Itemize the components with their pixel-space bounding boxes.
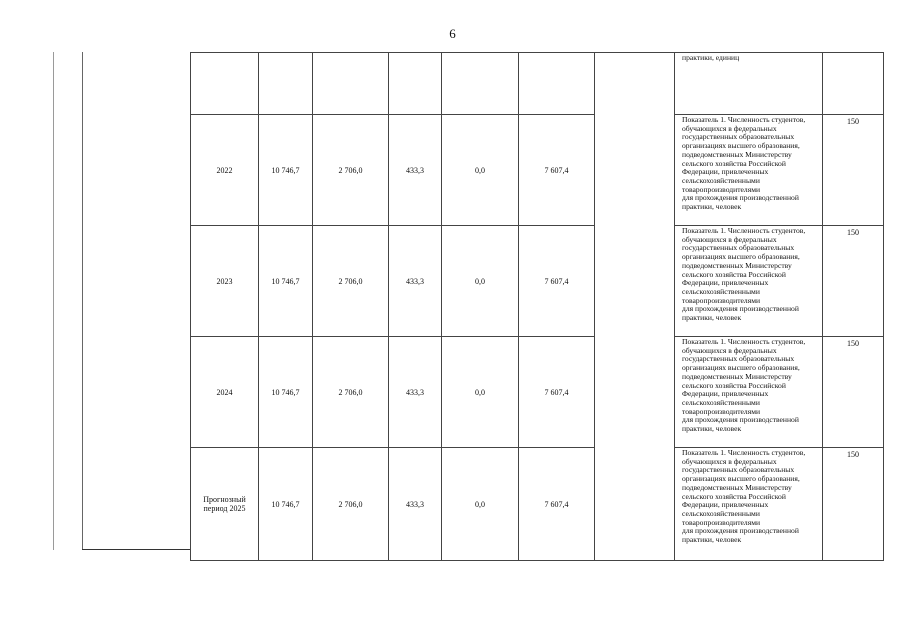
budget-table bbox=[190, 52, 884, 561]
total-cell: 10 746,7 bbox=[259, 226, 313, 337]
table-row-continued bbox=[191, 53, 884, 115]
cell-empty bbox=[191, 53, 259, 115]
regional-cell: 433,3 bbox=[389, 448, 442, 561]
page-number: 6 bbox=[449, 26, 456, 41]
period-cell: Прогнозный период 2025 bbox=[191, 448, 259, 561]
indicator-value: 150 bbox=[823, 337, 884, 448]
local-cell: 0,0 bbox=[442, 226, 519, 337]
indicator-text: Показатель 1. Численность студентов, обучающихся в федеральных государственных образовательных организациях высшего образования, подведомственных Министерству сельского хозяйства Российской Федерации, привлеченных сельскохозяйственными товаропроизводителями для прохождения производственной практики, человек bbox=[675, 448, 823, 561]
cell-empty bbox=[259, 53, 313, 115]
left-border-line bbox=[53, 52, 54, 550]
table-row bbox=[191, 226, 884, 337]
regional-cell: 433,3 bbox=[389, 337, 442, 448]
other-cell: 7 607,4 bbox=[519, 448, 595, 561]
local-cell: 0,0 bbox=[442, 448, 519, 561]
cell-empty bbox=[823, 53, 884, 115]
indicator-value: 150 bbox=[823, 226, 884, 337]
period-cell: 2022 bbox=[191, 115, 259, 226]
table-row bbox=[191, 337, 884, 448]
federal-cell: 2 706,0 bbox=[313, 337, 389, 448]
regional-cell: 433,3 bbox=[389, 226, 442, 337]
federal-cell: 2 706,0 bbox=[313, 115, 389, 226]
cell-merged-empty bbox=[595, 53, 675, 561]
cell-empty bbox=[389, 53, 442, 115]
indicator-value: 150 bbox=[823, 115, 884, 226]
table-row bbox=[191, 448, 884, 561]
cell-empty bbox=[519, 53, 595, 115]
local-cell: 0,0 bbox=[442, 337, 519, 448]
federal-cell: 2 706,0 bbox=[313, 448, 389, 561]
cell-empty bbox=[442, 53, 519, 115]
indicator-value: 150 bbox=[823, 448, 884, 561]
period-cell: 2023 bbox=[191, 226, 259, 337]
total-cell: 10 746,7 bbox=[259, 448, 313, 561]
other-cell: 7 607,4 bbox=[519, 115, 595, 226]
left-column-line bbox=[82, 52, 83, 550]
total-cell: 10 746,7 bbox=[259, 337, 313, 448]
local-cell: 0,0 bbox=[442, 115, 519, 226]
bottom-rule-left bbox=[82, 549, 191, 550]
indicator-text: Показатель 1. Численность студентов, обучающихся в федеральных государственных образовательных организациях высшего образования, подведомственных Министерству сельского хозяйства Российской Федерации, привлеченных сельскохозяйственными товаропроизводителями для прохождения производственной практики, человек bbox=[675, 115, 823, 226]
indicator-tail: практики, единиц bbox=[675, 53, 823, 115]
other-cell: 7 607,4 bbox=[519, 226, 595, 337]
federal-cell: 2 706,0 bbox=[313, 226, 389, 337]
period-cell: 2024 bbox=[191, 337, 259, 448]
indicator-text: Показатель 1. Численность студентов, обучающихся в федеральных государственных образовательных организациях высшего образования, подведомственных Министерству сельского хозяйства Российской Федерации, привлеченных сельскохозяйственными товаропроизводителями для прохождения производственной практики, человек bbox=[675, 337, 823, 448]
table-row bbox=[191, 115, 884, 226]
cell-empty bbox=[313, 53, 389, 115]
other-cell: 7 607,4 bbox=[519, 337, 595, 448]
indicator-text: Показатель 1. Численность студентов, обучающихся в федеральных государственных образовательных организациях высшего образования, подведомственных Министерству сельского хозяйства Российской Федерации, привлеченных сельскохозяйственными товаропроизводителями для прохождения производственной практики, человек bbox=[675, 226, 823, 337]
regional-cell: 433,3 bbox=[389, 115, 442, 226]
total-cell: 10 746,7 bbox=[259, 115, 313, 226]
